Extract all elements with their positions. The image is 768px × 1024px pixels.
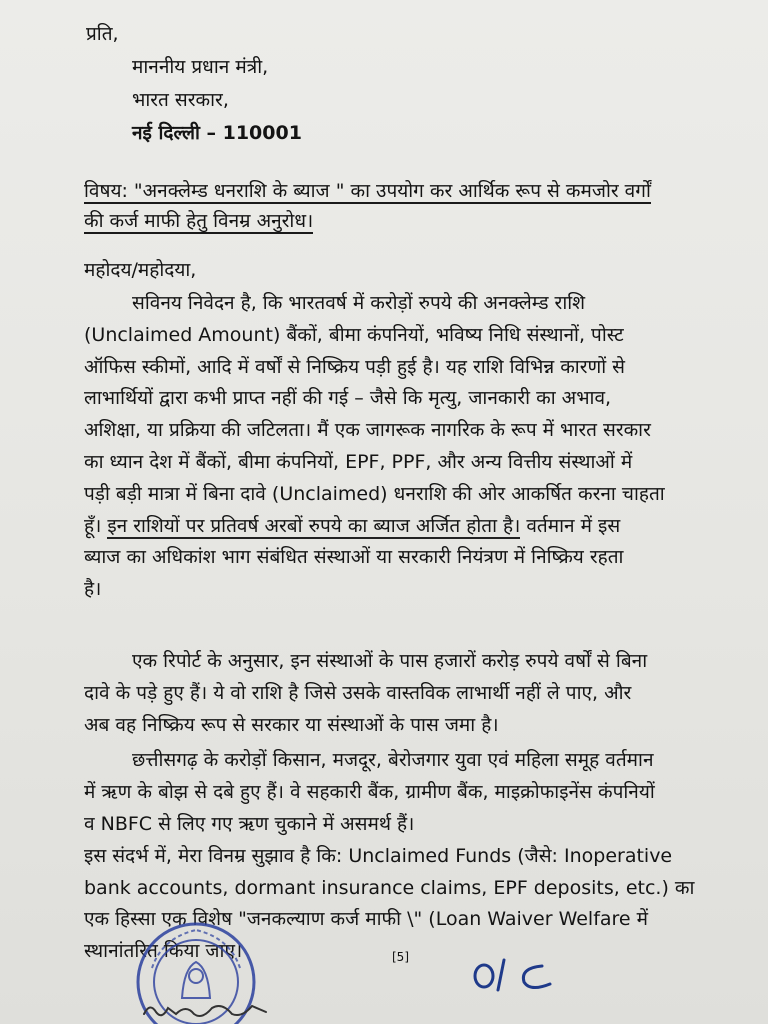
body-line: ब्याज का अधिकांश भाग संबंधित संस्थाओं या सरकारी नियंत्रण में निष्क्रिय रहता: [84, 546, 624, 569]
subject-line-1: विषय: "अनक्लेम्ड धनराशि के ब्याज " का उपयोग कर आर्थिक रूप से कमजोर वर्गों: [84, 180, 651, 202]
line8-pre: हूँ।: [84, 514, 108, 537]
body-line: अशिक्षा, या प्रक्रिया की जटिलता। मैं एक जागरूक नागरिक के रूप में भारत सरकार: [84, 419, 651, 442]
body-line: लाभार्थियों द्वारा कभी प्राप्त नहीं की गई – जैसे कि मृत्यु, जानकारी का अभाव,: [84, 387, 612, 410]
body-line: [84, 511, 724, 543]
body-line: (Unclaimed Amount) बैंकों, बीमा कंपनियों, भविष्य निधि संस्थानों, पोस्ट: [84, 323, 624, 346]
body-line: एक रिपोर्ट के अनुसार, इन संस्थाओं के पास हजारों करोड़ रुपये वर्षों से बिना: [132, 649, 648, 672]
underlined-interest-sentence: इन राशियों पर प्रतिवर्ष अरबों रुपये का ब्याज अर्जित होता है।: [107, 514, 521, 537]
body-line: अब वह निष्क्रिय रूप से सरकार या संस्थाओं के पास जमा है।: [84, 713, 499, 736]
body-line: दावे के पड़े हुए हैं। ये वो राशि है जिसे उसके वास्तविक लाभार्थी नहीं ले पाए, और: [84, 681, 632, 704]
line8-post: वर्तमान में इस: [520, 514, 621, 537]
subject-line: [84, 176, 754, 236]
address-line-3: नई दिल्ली – 110001: [132, 122, 302, 144]
body-line: है।: [84, 578, 102, 601]
body-line: व NBFC से लिए गए ऋण चुकाने में असमर्थ हैं।: [84, 812, 415, 835]
address-prati: प्रति,: [86, 23, 119, 45]
body-line: पड़ी बड़ी मात्रा में बिना दावे (Unclaimed) धनराशि की ओर आकर्षित करना चाहता: [84, 482, 665, 505]
body-line: का ध्यान देश में बैंकों, बीमा कंपनियों, EPF, PPF, और अन्य वित्तीय संस्थाओं में: [84, 450, 633, 473]
body-line: स्थानांतरित किया जाए।: [84, 940, 243, 963]
body-line: bank accounts, dormant insurance claims, EPF deposits, etc.) का: [84, 876, 695, 899]
address-line-2: भारत सरकार,: [132, 89, 229, 111]
salutation: महोदय/महोदया,: [84, 259, 197, 281]
body-line: सविनय निवेदन है, कि भारतवर्ष में करोड़ों रुपये की अनक्लेम्ड राशि: [132, 292, 586, 314]
paragraph-1: [84, 288, 724, 606]
subject-line-2: की कर्ज माफी हेतु विनम्र अनुरोध।: [84, 210, 314, 232]
handwritten-initials-icon: [470, 954, 560, 994]
paragraph-3: [84, 745, 724, 840]
address-line-1: माननीय प्रधान मंत्री,: [132, 56, 269, 78]
body-line: में ऋण के बोझ से दबे हुए हैं। वे सहकारी बैंक, ग्रामीण बैंक, माइक्रोफाइनेंस कंपनियों: [84, 781, 655, 804]
recipient-address: [86, 18, 302, 150]
page-number: [5]: [392, 950, 409, 964]
body-line: छत्तीसगढ़ के करोड़ों किसान, मजदूर, बेरोजगार युवा एवं महिला समूह वर्तमान: [132, 749, 654, 772]
body-line: इस संदर्भ में, मेरा विनम्र सुझाव है कि: Unclaimed Funds (जैसे: Inoperative: [84, 844, 673, 867]
letter-body: [84, 288, 724, 968]
body-line: एक हिस्सा एक विशेष "जनकल्याण कर्ज माफी \" (Loan Waiver Welfare में: [84, 908, 649, 931]
body-line: ऑफिस स्कीमों, आदि में वर्षों से निष्क्रिय पड़ी हुई है। यह राशि विभिन्न कारणों से: [84, 355, 626, 378]
paragraph-2: [84, 646, 724, 741]
handwritten-date-scribble-icon: [142, 996, 272, 1022]
